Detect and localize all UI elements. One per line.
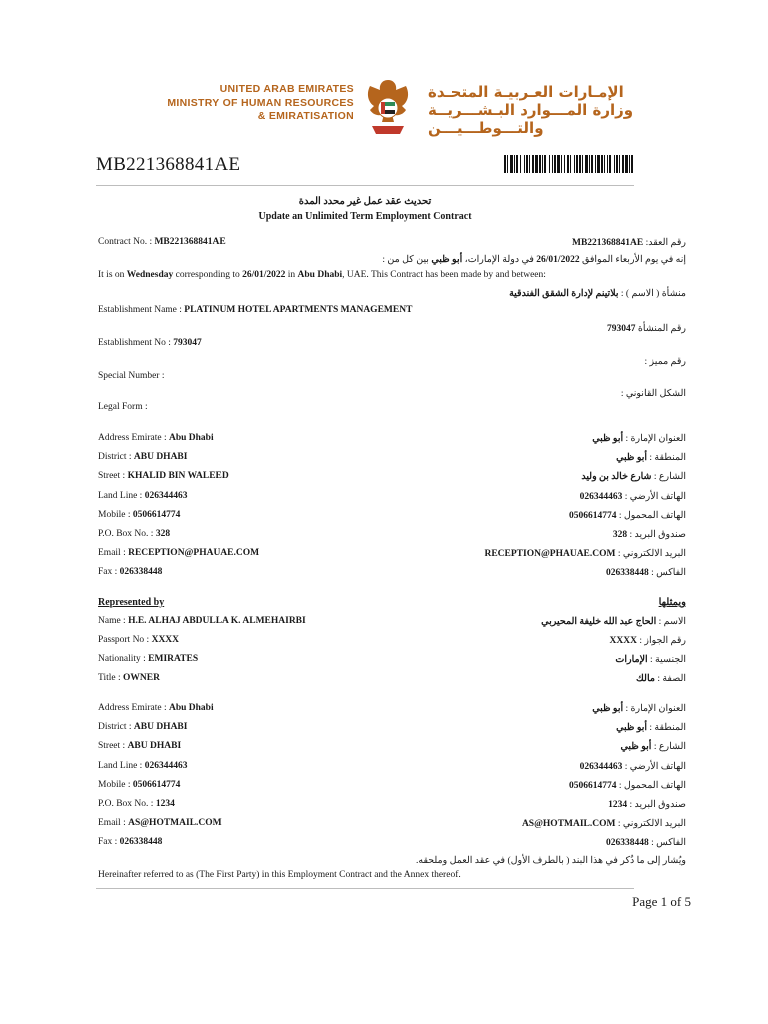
- establishment-district-en: [98, 452, 187, 462]
- contract-intro-ar: [382, 254, 686, 265]
- representative-address-emirate-en-value: Abu Dhabi: [168, 703, 214, 713]
- establishment-fax-en-label: Fax :: [98, 567, 118, 578]
- establishment-district-ar-label: المنطقة :: [649, 453, 686, 464]
- establishment-land-line-en: [98, 491, 187, 501]
- representative-po-box-ar-value: 1234: [608, 800, 628, 810]
- establishment-address-emirate-ar-label: العنوان الإمارة :: [625, 434, 686, 444]
- header-ar-line-3: والتـــوطـــيـــن: [428, 119, 544, 137]
- representative-address-emirate-en-label: Address Emirate :: [98, 703, 167, 713]
- establishment-no-en-value: 793047: [173, 338, 202, 348]
- representative-mobile-ar-label: الهاتف المحمول :: [618, 780, 686, 791]
- rep-passport-en: [98, 635, 179, 645]
- barcode-bar: [564, 155, 565, 173]
- establishment-street-en-value: KHALID BIN WALEED: [127, 471, 229, 482]
- establishment-district-en-label: District :: [98, 452, 132, 463]
- representative-street-ar-value: أبو ظبي: [620, 742, 652, 753]
- barcode-bar: [622, 155, 624, 173]
- establishment-street-ar-label: الشارع :: [653, 472, 686, 483]
- barcode-bar: [614, 155, 615, 173]
- representative-fax-en-label: Fax :: [98, 837, 118, 848]
- establishment-po-box-ar: [613, 529, 686, 540]
- barcode-bar: [510, 155, 513, 173]
- barcode-bar: [601, 155, 603, 173]
- header-en-line-1: UNITED ARAB EMIRATES: [219, 83, 354, 95]
- rep-name-en-value: H.E. ALHAJ ABDULLA K. ALMEHAIRBI: [128, 616, 306, 626]
- establishment-email-en-label: Email :: [98, 548, 126, 559]
- first-party-note-en: Hereinafter referred to as (The First Party) in this Employment Contract and the Annex thereof.: [98, 870, 461, 880]
- en-intro-date: 26/01/2022: [242, 270, 286, 280]
- rep-passport-en-label: Passport No :: [98, 635, 150, 645]
- representative-fax-ar-label: الفاكس :: [651, 838, 686, 849]
- contract-no-ar-value: MB221368841AE: [572, 238, 644, 248]
- representative-po-box-ar-label: صندوق البريد :: [629, 800, 686, 810]
- barcode-bar: [625, 155, 628, 173]
- footer-divider: [96, 888, 634, 889]
- establishment-name-en-value: PLATINUM HOTEL APARTMENTS MANAGEMENT: [184, 305, 413, 315]
- barcode-bar: [619, 155, 620, 173]
- representative-street-ar-label: الشارع :: [653, 742, 686, 753]
- barcode-bar: [585, 155, 588, 173]
- establishment-fax-en: [98, 567, 162, 577]
- representative-address-emirate-en: [98, 703, 214, 713]
- barcode-bar: [520, 155, 521, 173]
- establishment-email-ar-value: RECEPTION@PHAUAE.COM: [484, 549, 616, 560]
- establishment-po-box-ar-label: صندوق البريد :: [629, 530, 686, 540]
- establishment-address-emirate-ar: [592, 433, 686, 444]
- rep-nationality-ar-label: الجنسية :: [650, 655, 686, 665]
- title-english: Update an Unlimited Term Employment Contract: [258, 211, 472, 222]
- barcode-bar: [582, 155, 583, 173]
- contract-no-ar: [572, 237, 686, 248]
- representative-fax-ar-value: 026338448: [605, 838, 649, 849]
- representative-mobile-en-value: 0506614774: [132, 779, 181, 790]
- contract-number-heading: MB221368841AE: [96, 154, 241, 175]
- establishment-district-en-value: ABU DHABI: [133, 452, 188, 463]
- barcode-bar: [595, 155, 596, 173]
- establishment-street-ar: [581, 471, 686, 482]
- represented-by-heading-ar: ويمثلها: [658, 597, 686, 608]
- ar-intro-part-3: بين كل من :: [382, 255, 429, 265]
- establishment-po-box-en-label: P.O. Box No. :: [98, 529, 154, 539]
- representative-street-en: [98, 741, 181, 751]
- representative-fax-en: [98, 837, 162, 847]
- establishment-name-en-label: Establishment Name :: [98, 305, 182, 315]
- barcode-bar: [591, 155, 593, 173]
- representative-land-line-ar-label: الهاتف الأرضي :: [624, 761, 686, 772]
- barcode-bar: [561, 155, 562, 173]
- representative-email-ar-value: AS@HOTMAIL.COM: [521, 819, 616, 830]
- establishment-name-ar-label: منشأة ( الاسم ) :: [620, 289, 686, 299]
- barcode-bar: [609, 155, 611, 173]
- contract-intro-en: [98, 270, 546, 280]
- representative-email-en-label: Email :: [98, 818, 126, 829]
- establishment-fax-ar-value: 026338448: [605, 568, 649, 579]
- barcode-bar: [557, 155, 560, 173]
- representative-street-en-label: Street :: [98, 741, 126, 752]
- header-arabic-block: [428, 83, 633, 137]
- representative-address-emirate-ar-value: أبو ظبي: [592, 704, 624, 714]
- rep-title-en-label: Title :: [98, 673, 121, 683]
- rep-name-ar: [541, 616, 686, 627]
- establishment-land-line-en-label: Land Line :: [98, 490, 143, 501]
- establishment-district-ar-value: أبو ظبي: [616, 453, 648, 464]
- establishment-name-en: [98, 305, 412, 315]
- rep-nationality-en: [98, 654, 198, 664]
- barcode-bar: [574, 155, 575, 173]
- rep-name-en-label: Name :: [98, 616, 126, 626]
- representative-land-line-en: [98, 761, 187, 771]
- barcode-bar: [629, 155, 630, 173]
- barcode-bar: [576, 155, 578, 173]
- rep-passport-en-value: XXXX: [151, 635, 180, 645]
- barcode-bar: [529, 155, 530, 173]
- represented-by-heading: Represented by: [98, 597, 165, 608]
- establishment-street-en-label: Street :: [98, 471, 126, 482]
- representative-district-en: [98, 722, 187, 732]
- barcode-bar: [524, 155, 525, 173]
- ar-intro-part-2: في دولة الإمارات،: [464, 255, 534, 265]
- header-ar-line-2: وزارة المـــوارد البـشـــريــة: [428, 101, 634, 119]
- representative-email-ar: [522, 818, 686, 829]
- establishment-no-ar-value: 793047: [607, 324, 636, 334]
- special-number-ar: رقم مميز :: [644, 357, 686, 367]
- barcode-bar: [516, 155, 518, 173]
- en-intro-part-2: corresponding to: [175, 270, 240, 280]
- header-english-block: [167, 83, 354, 124]
- title-arabic: تحديث عقد عمل غير محدد المدة: [298, 196, 432, 207]
- barcode-bar: [552, 155, 553, 173]
- first-party-note-ar: ويُشار إلى ما ذُكر في هذا البند ( بالطرف الأول) في عقد العمل وملحقه.: [416, 856, 686, 866]
- establishment-no-en-label: Establishment No :: [98, 338, 171, 348]
- establishment-street-en: [98, 471, 229, 481]
- uae-emblem-icon: [362, 76, 414, 138]
- barcode-bar: [607, 155, 608, 173]
- representative-fax-en-value: 026338448: [119, 837, 163, 848]
- establishment-po-box-ar-value: 328: [612, 530, 628, 540]
- representative-address-emirate-ar: [592, 703, 686, 714]
- ar-intro-city: أبو ظبي: [431, 255, 463, 265]
- establishment-no-ar: [607, 323, 686, 334]
- rep-passport-ar-value: XXXX: [609, 636, 637, 646]
- representative-district-ar: [616, 722, 686, 733]
- rep-name-ar-value: الحاج عبد الله خليفة المحيربي: [541, 617, 657, 627]
- header-en-line-2: MINISTRY OF HUMAN RESOURCES: [167, 96, 354, 109]
- rep-title-en: [98, 673, 160, 683]
- rep-nationality-en-label: Nationality :: [98, 654, 146, 664]
- representative-mobile-en-label: Mobile :: [98, 779, 131, 790]
- representative-land-line-en-value: 026344463: [144, 760, 188, 771]
- representative-po-box-en-value: 1234: [155, 799, 175, 809]
- barcode-bar: [542, 155, 543, 173]
- rep-nationality-en-value: EMIRATES: [148, 654, 199, 664]
- establishment-fax-ar-label: الفاكس :: [651, 568, 686, 579]
- establishment-address-emirate-en-value: Abu Dhabi: [168, 433, 214, 443]
- barcode-bar: [544, 155, 546, 173]
- legal-form-ar: الشكل القانوني :: [620, 389, 686, 399]
- contract-no-en-label: Contract No. :: [98, 237, 153, 247]
- barcode-icon: [504, 155, 692, 173]
- barcode-bar: [514, 155, 515, 173]
- ar-intro-part-1: إنه في يوم الأربعاء الموافق: [581, 255, 686, 265]
- establishment-mobile-en: [98, 510, 180, 520]
- rep-nationality-ar: [615, 654, 686, 665]
- barcode-bar: [604, 155, 605, 173]
- rep-passport-ar: [610, 635, 686, 646]
- establishment-land-line-ar-value: 026344463: [579, 491, 623, 502]
- barcode-bar: [616, 155, 618, 173]
- representative-address-emirate-ar-label: العنوان الإمارة :: [625, 704, 686, 714]
- barcode-bar: [504, 155, 506, 173]
- barcode-bar: [631, 155, 633, 173]
- legal-form-en: Legal Form :: [98, 402, 148, 412]
- barcode-bar: [589, 155, 590, 173]
- establishment-no-en: [98, 338, 202, 348]
- rep-title-ar: [636, 673, 686, 684]
- contract-no-en-value: MB221368841AE: [154, 237, 226, 247]
- representative-mobile-ar-value: 0506614774: [568, 780, 617, 791]
- establishment-address-emirate-ar-value: أبو ظبي: [592, 434, 624, 444]
- representative-po-box-ar: [608, 799, 686, 810]
- representative-district-ar-label: المنطقة :: [649, 723, 686, 734]
- rep-title-en-value: OWNER: [123, 673, 160, 683]
- establishment-land-line-ar-label: الهاتف الأرضي :: [624, 491, 686, 502]
- barcode-bar: [507, 155, 508, 173]
- page-number: Page 1 of 5: [632, 894, 691, 909]
- representative-district-en-label: District :: [98, 722, 132, 733]
- representative-po-box-en: [98, 799, 175, 809]
- representative-street-ar: [621, 741, 686, 752]
- barcode-bar: [570, 155, 571, 173]
- establishment-fax-en-value: 026338448: [119, 567, 163, 578]
- contract-no-ar-label: رقم العقد:: [645, 238, 686, 248]
- barcode-bar: [597, 155, 600, 173]
- representative-district-en-value: ABU DHABI: [133, 722, 188, 733]
- representative-email-en: [98, 818, 222, 828]
- header-divider: [96, 185, 634, 186]
- barcode-bar: [554, 155, 556, 173]
- en-intro-part-3: in: [287, 270, 296, 280]
- barcode-bar: [567, 155, 569, 173]
- rep-title-ar-value: مالك: [636, 674, 655, 684]
- representative-po-box-en-label: P.O. Box No. :: [98, 799, 154, 809]
- special-number-en: Special Number :: [98, 371, 165, 381]
- establishment-land-line-ar: [580, 491, 686, 502]
- representative-district-ar-value: أبو ظبي: [616, 723, 648, 734]
- establishment-district-ar: [616, 452, 686, 463]
- establishment-street-ar-value: شارع خالد بن وليد: [581, 472, 652, 483]
- contract-no-en: [98, 237, 226, 247]
- barcode-bar: [549, 155, 550, 173]
- establishment-mobile-en-label: Mobile :: [98, 509, 131, 520]
- establishment-address-emirate-en: [98, 433, 214, 443]
- en-intro-part-4: , UAE. This Contract has been made by and between:: [342, 270, 546, 280]
- establishment-email-ar-label: البريد الالكتروني :: [617, 549, 686, 560]
- representative-mobile-en: [98, 780, 180, 790]
- establishment-email-en-value: RECEPTION@PHAUAE.COM: [128, 548, 260, 559]
- establishment-land-line-en-value: 026344463: [144, 490, 188, 501]
- representative-land-line-en-label: Land Line :: [98, 760, 143, 771]
- barcode-bar: [532, 155, 534, 173]
- establishment-mobile-ar-label: الهاتف المحمول :: [618, 510, 686, 521]
- rep-nationality-ar-value: الإمارات: [615, 655, 648, 665]
- establishment-name-ar: [509, 288, 686, 299]
- rep-passport-ar-label: رقم الجواز :: [639, 636, 686, 646]
- representative-mobile-ar: [569, 780, 686, 791]
- rep-name-en: [98, 616, 306, 626]
- barcode-bar: [535, 155, 538, 173]
- barcode-bar: [539, 155, 541, 173]
- representative-email-en-value: AS@HOTMAIL.COM: [128, 818, 222, 829]
- representative-fax-ar: [606, 837, 686, 848]
- establishment-email-ar: [484, 548, 686, 559]
- establishment-po-box-en-value: 328: [155, 529, 171, 539]
- representative-land-line-ar: [580, 761, 686, 772]
- barcode-bar: [526, 155, 528, 173]
- en-intro-part-1: It is on: [98, 270, 125, 280]
- establishment-mobile-en-value: 0506614774: [132, 509, 181, 520]
- rep-title-ar-label: الصفة :: [657, 674, 686, 684]
- representative-email-ar-label: البريد الالكتروني :: [617, 819, 686, 830]
- header-ar-line-1: الإمـارات العـربيـة المتحـدة: [428, 83, 624, 101]
- rep-name-ar-label: الاسم :: [658, 617, 686, 627]
- header-en-line-3: & EMIRATISATION: [257, 110, 354, 122]
- establishment-po-box-en: [98, 529, 170, 539]
- establishment-email-en: [98, 548, 259, 558]
- establishment-mobile-ar: [569, 510, 686, 521]
- establishment-no-ar-label: رقم المنشأة: [637, 324, 686, 334]
- establishment-mobile-ar-value: 0506614774: [568, 510, 617, 521]
- en-intro-day: Wednesday: [126, 270, 174, 280]
- establishment-fax-ar: [606, 567, 686, 578]
- ar-intro-date: 26/01/2022: [536, 255, 580, 265]
- establishment-address-emirate-en-label: Address Emirate :: [98, 433, 167, 443]
- barcode-bar: [579, 155, 581, 173]
- establishment-name-ar-value: بلاتينم لإدارة الشقق الفندقية: [509, 289, 619, 299]
- en-intro-city: Abu Dhabi: [297, 270, 343, 280]
- representative-street-en-value: ABU DHABI: [127, 741, 182, 752]
- representative-land-line-ar-value: 026344463: [579, 761, 623, 772]
